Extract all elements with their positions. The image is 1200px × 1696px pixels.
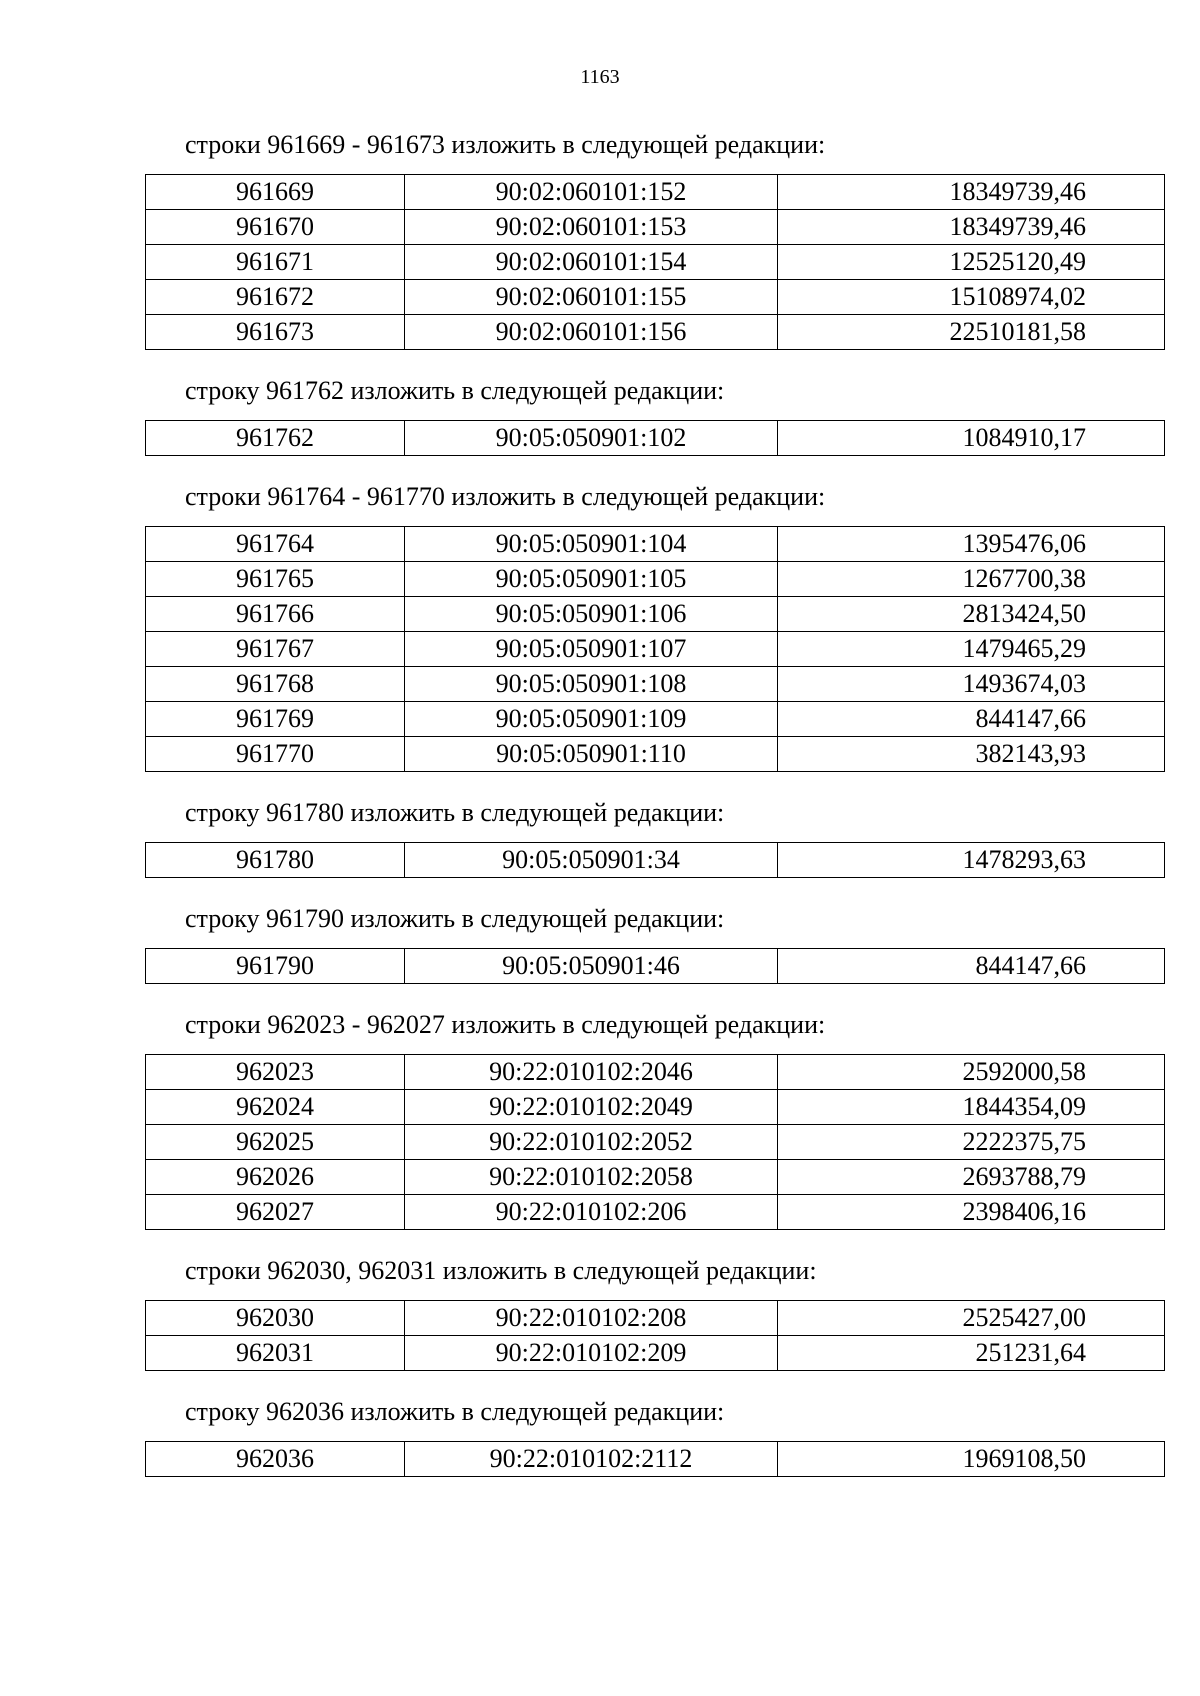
amendment-table xyxy=(145,1441,1165,1477)
section-heading: строки 961669 - 961673 изложить в следующей редакции: xyxy=(185,130,826,159)
cadastral-number-cell: 90:22:010102:2046 xyxy=(405,1055,778,1090)
value-cell: 2398406,16 xyxy=(778,1195,1165,1230)
section-heading: строки 961764 - 961770 изложить в следующей редакции: xyxy=(185,482,826,511)
cadastral-number-cell: 90:02:060101:156 xyxy=(405,315,778,350)
table-row xyxy=(146,280,1165,315)
value-cell: 1479465,29 xyxy=(778,632,1165,667)
amendment-table xyxy=(145,526,1165,772)
value-cell: 2693788,79 xyxy=(778,1160,1165,1195)
row-number-cell: 961764 xyxy=(146,527,405,562)
document-body xyxy=(145,128,1085,1477)
value-cell: 15108974,02 xyxy=(778,280,1165,315)
table-row xyxy=(146,949,1165,984)
row-number-cell: 962031 xyxy=(146,1336,405,1371)
cadastral-number-cell: 90:05:050901:110 xyxy=(405,737,778,772)
cadastral-number-cell: 90:05:050901:46 xyxy=(405,949,778,984)
amendment-section xyxy=(145,374,1085,456)
value-cell: 1844354,09 xyxy=(778,1090,1165,1125)
cadastral-number-cell: 90:05:050901:108 xyxy=(405,667,778,702)
cadastral-number-cell: 90:05:050901:34 xyxy=(405,843,778,878)
table-row xyxy=(146,421,1165,456)
table-row xyxy=(146,843,1165,878)
cadastral-number-cell: 90:22:010102:2112 xyxy=(405,1442,778,1477)
row-number-cell: 961768 xyxy=(146,667,405,702)
amendment-section xyxy=(145,1395,1085,1477)
table-row xyxy=(146,315,1165,350)
row-number-cell: 962027 xyxy=(146,1195,405,1230)
row-number-cell: 962030 xyxy=(146,1301,405,1336)
cadastral-number-cell: 90:05:050901:109 xyxy=(405,702,778,737)
table-row xyxy=(146,1442,1165,1477)
value-cell: 2592000,58 xyxy=(778,1055,1165,1090)
row-number-cell: 961765 xyxy=(146,562,405,597)
table-row xyxy=(146,175,1165,210)
section-heading: строку 961762 изложить в следующей редакции: xyxy=(185,376,725,405)
row-number-cell: 961790 xyxy=(146,949,405,984)
row-number-cell: 961673 xyxy=(146,315,405,350)
section-heading: строку 961780 изложить в следующей редакции: xyxy=(185,798,725,827)
row-number-cell: 961762 xyxy=(146,421,405,456)
page-number: 1163 xyxy=(580,66,620,88)
table-row xyxy=(146,632,1165,667)
cadastral-number-cell: 90:22:010102:2058 xyxy=(405,1160,778,1195)
amendment-section xyxy=(145,1254,1085,1371)
table-row xyxy=(146,702,1165,737)
row-number-cell: 962036 xyxy=(146,1442,405,1477)
amendment-section xyxy=(145,1008,1085,1230)
amendment-table xyxy=(145,842,1165,878)
row-number-cell: 962023 xyxy=(146,1055,405,1090)
value-cell: 1969108,50 xyxy=(778,1442,1165,1477)
table-row xyxy=(146,1125,1165,1160)
table-row xyxy=(146,1301,1165,1336)
value-cell: 844147,66 xyxy=(778,949,1165,984)
section-heading: строки 962030, 962031 изложить в следующей редакции: xyxy=(185,1256,817,1285)
amendment-table xyxy=(145,1300,1165,1371)
cadastral-number-cell: 90:22:010102:208 xyxy=(405,1301,778,1336)
cadastral-number-cell: 90:02:060101:154 xyxy=(405,245,778,280)
table-row xyxy=(146,1195,1165,1230)
row-number-cell: 961672 xyxy=(146,280,405,315)
cadastral-number-cell: 90:22:010102:206 xyxy=(405,1195,778,1230)
amendment-section xyxy=(145,796,1085,878)
cadastral-number-cell: 90:02:060101:155 xyxy=(405,280,778,315)
table-row xyxy=(146,1055,1165,1090)
cadastral-number-cell: 90:22:010102:2052 xyxy=(405,1125,778,1160)
amendment-section xyxy=(145,480,1085,772)
table-row xyxy=(146,245,1165,280)
row-number-cell: 961670 xyxy=(146,210,405,245)
row-number-cell: 961767 xyxy=(146,632,405,667)
table-row xyxy=(146,210,1165,245)
cadastral-number-cell: 90:02:060101:152 xyxy=(405,175,778,210)
row-number-cell: 961671 xyxy=(146,245,405,280)
cadastral-number-cell: 90:05:050901:102 xyxy=(405,421,778,456)
table-row xyxy=(146,1336,1165,1371)
value-cell: 12525120,49 xyxy=(778,245,1165,280)
table-row xyxy=(146,1090,1165,1125)
table-row xyxy=(146,737,1165,772)
cadastral-number-cell: 90:05:050901:105 xyxy=(405,562,778,597)
value-cell: 251231,64 xyxy=(778,1336,1165,1371)
value-cell: 2222375,75 xyxy=(778,1125,1165,1160)
amendment-table xyxy=(145,1054,1165,1230)
table-row xyxy=(146,1160,1165,1195)
row-number-cell: 962026 xyxy=(146,1160,405,1195)
amendment-table xyxy=(145,174,1165,350)
section-heading: строки 962023 - 962027 изложить в следующей редакции: xyxy=(185,1010,826,1039)
section-heading: строку 962036 изложить в следующей редакции: xyxy=(185,1397,725,1426)
cadastral-number-cell: 90:05:050901:104 xyxy=(405,527,778,562)
value-cell: 2525427,00 xyxy=(778,1301,1165,1336)
value-cell: 1478293,63 xyxy=(778,843,1165,878)
value-cell: 382143,93 xyxy=(778,737,1165,772)
row-number-cell: 961770 xyxy=(146,737,405,772)
table-row xyxy=(146,597,1165,632)
amendment-table xyxy=(145,948,1165,984)
table-row xyxy=(146,562,1165,597)
value-cell: 1395476,06 xyxy=(778,527,1165,562)
row-number-cell: 962024 xyxy=(146,1090,405,1125)
value-cell: 2813424,50 xyxy=(778,597,1165,632)
value-cell: 844147,66 xyxy=(778,702,1165,737)
table-row xyxy=(146,667,1165,702)
row-number-cell: 961669 xyxy=(146,175,405,210)
amendment-table xyxy=(145,420,1165,456)
value-cell: 1084910,17 xyxy=(778,421,1165,456)
value-cell: 1493674,03 xyxy=(778,667,1165,702)
cadastral-number-cell: 90:02:060101:153 xyxy=(405,210,778,245)
row-number-cell: 961769 xyxy=(146,702,405,737)
value-cell: 18349739,46 xyxy=(778,210,1165,245)
cadastral-number-cell: 90:22:010102:209 xyxy=(405,1336,778,1371)
table-row xyxy=(146,527,1165,562)
value-cell: 22510181,58 xyxy=(778,315,1165,350)
cadastral-number-cell: 90:05:050901:107 xyxy=(405,632,778,667)
section-heading: строку 961790 изложить в следующей редакции: xyxy=(185,904,725,933)
amendment-section xyxy=(145,128,1085,350)
row-number-cell: 962025 xyxy=(146,1125,405,1160)
value-cell: 1267700,38 xyxy=(778,562,1165,597)
row-number-cell: 961766 xyxy=(146,597,405,632)
row-number-cell: 961780 xyxy=(146,843,405,878)
cadastral-number-cell: 90:05:050901:106 xyxy=(405,597,778,632)
amendment-section xyxy=(145,902,1085,984)
value-cell: 18349739,46 xyxy=(778,175,1165,210)
cadastral-number-cell: 90:22:010102:2049 xyxy=(405,1090,778,1125)
